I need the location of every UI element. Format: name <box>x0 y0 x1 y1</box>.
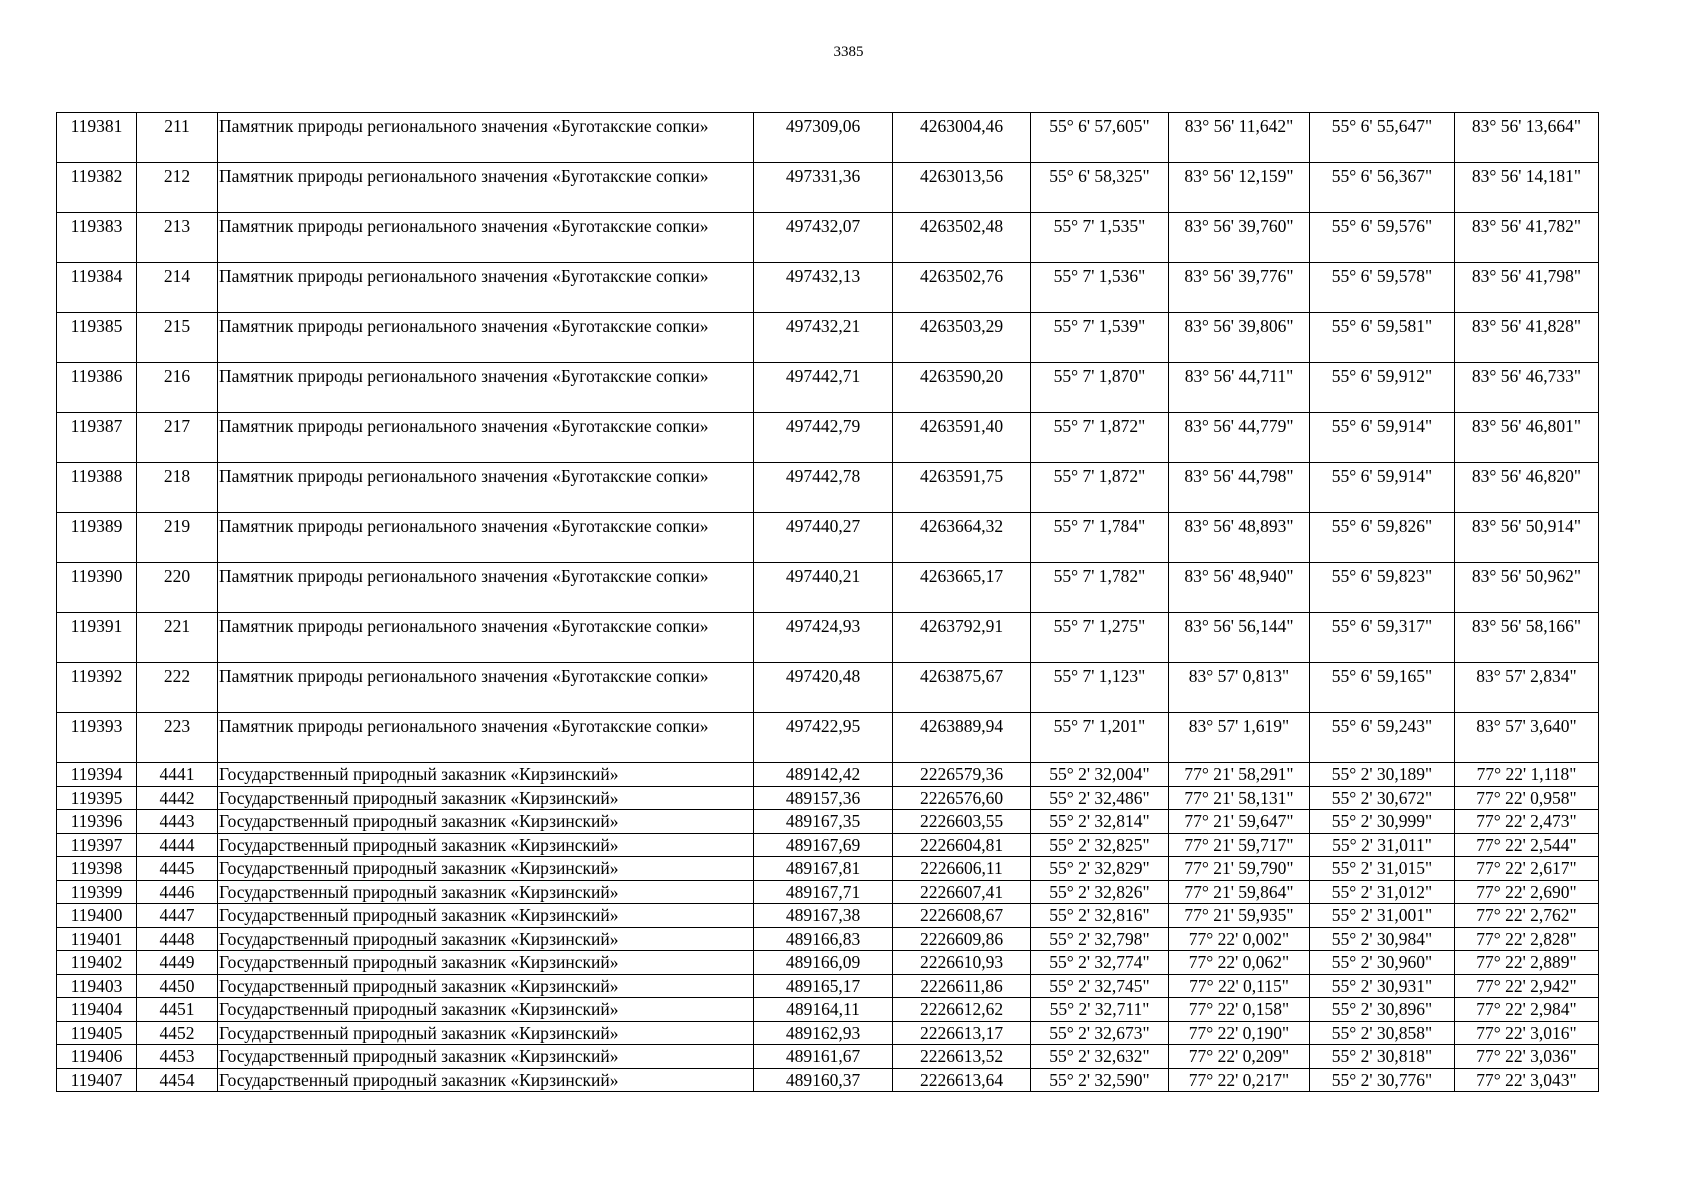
longitude-1-cell: 83° 56' 12,159" <box>1169 163 1310 213</box>
coord-x-cell: 497440,21 <box>754 563 893 613</box>
row-number-cell: 119402 <box>57 951 137 975</box>
table-row <box>57 213 1599 263</box>
table-row <box>57 1021 1599 1045</box>
coord-x-cell: 497422,95 <box>754 713 893 763</box>
latitude-2-cell: 55° 6' 59,826" <box>1310 513 1455 563</box>
table-body <box>57 113 1599 1092</box>
latitude-2-cell: 55° 6' 59,243" <box>1310 713 1455 763</box>
latitude-2-cell: 55° 2' 30,189" <box>1310 763 1455 787</box>
latitude-1-cell: 55° 2' 32,486" <box>1031 786 1169 810</box>
latitude-1-cell: 55° 7' 1,782" <box>1031 563 1169 613</box>
table-row <box>57 313 1599 363</box>
object-name-cell: Государственный природный заказник «Кирзинский» <box>218 1045 754 1069</box>
point-number-cell: 216 <box>137 363 218 413</box>
coord-y-cell: 4263875,67 <box>893 663 1031 713</box>
longitude-2-cell: 77° 22' 2,942" <box>1455 974 1599 998</box>
table-row <box>57 263 1599 313</box>
longitude-2-cell: 83° 56' 41,798" <box>1455 263 1599 313</box>
row-number-cell: 119384 <box>57 263 137 313</box>
coord-x-cell: 489167,81 <box>754 857 893 881</box>
longitude-1-cell: 77° 22' 0,062" <box>1169 951 1310 975</box>
point-number-cell: 213 <box>137 213 218 263</box>
object-name-cell: Памятник природы регионального значения «Буготакские сопки» <box>218 113 754 163</box>
latitude-2-cell: 55° 6' 59,581" <box>1310 313 1455 363</box>
point-number-cell: 222 <box>137 663 218 713</box>
point-number-cell: 4450 <box>137 974 218 998</box>
coord-x-cell: 497442,71 <box>754 363 893 413</box>
table-row <box>57 974 1599 998</box>
table-row <box>57 951 1599 975</box>
object-name-cell: Памятник природы регионального значения «Буготакские сопки» <box>218 513 754 563</box>
longitude-2-cell: 77° 22' 2,762" <box>1455 904 1599 928</box>
latitude-1-cell: 55° 6' 58,325" <box>1031 163 1169 213</box>
point-number-cell: 4453 <box>137 1045 218 1069</box>
coord-x-cell: 489164,11 <box>754 998 893 1022</box>
object-name-cell: Государственный природный заказник «Кирзинский» <box>218 904 754 928</box>
point-number-cell: 4441 <box>137 763 218 787</box>
coord-x-cell: 489157,36 <box>754 786 893 810</box>
point-number-cell: 4449 <box>137 951 218 975</box>
coord-y-cell: 4263889,94 <box>893 713 1031 763</box>
point-number-cell: 4442 <box>137 786 218 810</box>
latitude-1-cell: 55° 2' 32,814" <box>1031 810 1169 834</box>
longitude-1-cell: 83° 56' 48,893" <box>1169 513 1310 563</box>
longitude-1-cell: 83° 57' 0,813" <box>1169 663 1310 713</box>
point-number-cell: 219 <box>137 513 218 563</box>
latitude-1-cell: 55° 2' 32,816" <box>1031 904 1169 928</box>
latitude-2-cell: 55° 6' 59,576" <box>1310 213 1455 263</box>
latitude-1-cell: 55° 7' 1,539" <box>1031 313 1169 363</box>
latitude-2-cell: 55° 6' 59,914" <box>1310 463 1455 513</box>
longitude-1-cell: 83° 56' 39,806" <box>1169 313 1310 363</box>
row-number-cell: 119397 <box>57 833 137 857</box>
object-name-cell: Памятник природы регионального значения «Буготакские сопки» <box>218 213 754 263</box>
latitude-2-cell: 55° 2' 30,999" <box>1310 810 1455 834</box>
longitude-2-cell: 77° 22' 3,036" <box>1455 1045 1599 1069</box>
coord-x-cell: 489161,67 <box>754 1045 893 1069</box>
point-number-cell: 4448 <box>137 927 218 951</box>
latitude-2-cell: 55° 2' 30,818" <box>1310 1045 1455 1069</box>
longitude-1-cell: 83° 56' 11,642" <box>1169 113 1310 163</box>
latitude-2-cell: 55° 6' 59,823" <box>1310 563 1455 613</box>
point-number-cell: 4454 <box>137 1068 218 1092</box>
latitude-1-cell: 55° 2' 32,632" <box>1031 1045 1169 1069</box>
coordinates-table <box>56 112 1599 1092</box>
table-row <box>57 563 1599 613</box>
table-row <box>57 463 1599 513</box>
latitude-1-cell: 55° 2' 32,004" <box>1031 763 1169 787</box>
latitude-2-cell: 55° 2' 30,858" <box>1310 1021 1455 1045</box>
latitude-1-cell: 55° 7' 1,872" <box>1031 413 1169 463</box>
longitude-2-cell: 77° 22' 3,043" <box>1455 1068 1599 1092</box>
coord-y-cell: 4263004,46 <box>893 113 1031 163</box>
table-row <box>57 413 1599 463</box>
row-number-cell: 119381 <box>57 113 137 163</box>
table-row <box>57 810 1599 834</box>
latitude-2-cell: 55° 6' 59,914" <box>1310 413 1455 463</box>
coord-y-cell: 2226613,17 <box>893 1021 1031 1045</box>
coord-y-cell: 2226611,86 <box>893 974 1031 998</box>
longitude-2-cell: 77° 22' 2,544" <box>1455 833 1599 857</box>
latitude-2-cell: 55° 6' 59,165" <box>1310 663 1455 713</box>
row-number-cell: 119382 <box>57 163 137 213</box>
coord-x-cell: 489166,83 <box>754 927 893 951</box>
coord-y-cell: 2226603,55 <box>893 810 1031 834</box>
table-row <box>57 513 1599 563</box>
longitude-2-cell: 77° 22' 2,984" <box>1455 998 1599 1022</box>
object-name-cell: Государственный природный заказник «Кирзинский» <box>218 763 754 787</box>
latitude-1-cell: 55° 7' 1,872" <box>1031 463 1169 513</box>
object-name-cell: Памятник природы регионального значения «Буготакские сопки» <box>218 263 754 313</box>
object-name-cell: Государственный природный заказник «Кирзинский» <box>218 857 754 881</box>
latitude-1-cell: 55° 7' 1,784" <box>1031 513 1169 563</box>
row-number-cell: 119385 <box>57 313 137 363</box>
point-number-cell: 4452 <box>137 1021 218 1045</box>
longitude-2-cell: 77° 22' 2,690" <box>1455 880 1599 904</box>
row-number-cell: 119406 <box>57 1045 137 1069</box>
table-row <box>57 880 1599 904</box>
coord-x-cell: 497432,07 <box>754 213 893 263</box>
longitude-2-cell: 83° 57' 3,640" <box>1455 713 1599 763</box>
table-row <box>57 713 1599 763</box>
longitude-1-cell: 83° 56' 39,760" <box>1169 213 1310 263</box>
longitude-1-cell: 83° 57' 1,619" <box>1169 713 1310 763</box>
table-row <box>57 833 1599 857</box>
coord-y-cell: 4263503,29 <box>893 313 1031 363</box>
coord-y-cell: 2226579,36 <box>893 763 1031 787</box>
latitude-1-cell: 55° 2' 32,673" <box>1031 1021 1169 1045</box>
coord-y-cell: 4263013,56 <box>893 163 1031 213</box>
point-number-cell: 223 <box>137 713 218 763</box>
row-number-cell: 119393 <box>57 713 137 763</box>
longitude-1-cell: 83° 56' 44,798" <box>1169 463 1310 513</box>
latitude-2-cell: 55° 2' 30,776" <box>1310 1068 1455 1092</box>
coord-x-cell: 489167,69 <box>754 833 893 857</box>
row-number-cell: 119396 <box>57 810 137 834</box>
longitude-2-cell: 83° 56' 50,962" <box>1455 563 1599 613</box>
coord-y-cell: 2226610,93 <box>893 951 1031 975</box>
table-row <box>57 663 1599 713</box>
longitude-1-cell: 77° 22' 0,115" <box>1169 974 1310 998</box>
table-row <box>57 113 1599 163</box>
point-number-cell: 4443 <box>137 810 218 834</box>
object-name-cell: Памятник природы регионального значения «Буготакские сопки» <box>218 163 754 213</box>
longitude-2-cell: 77° 22' 2,473" <box>1455 810 1599 834</box>
point-number-cell: 217 <box>137 413 218 463</box>
longitude-2-cell: 77° 22' 0,958" <box>1455 786 1599 810</box>
longitude-1-cell: 83° 56' 44,779" <box>1169 413 1310 463</box>
table-row <box>57 1068 1599 1092</box>
longitude-2-cell: 77° 22' 2,617" <box>1455 857 1599 881</box>
coord-x-cell: 489167,35 <box>754 810 893 834</box>
object-name-cell: Государственный природный заказник «Кирзинский» <box>218 927 754 951</box>
row-number-cell: 119390 <box>57 563 137 613</box>
latitude-2-cell: 55° 2' 30,896" <box>1310 998 1455 1022</box>
coord-x-cell: 497420,48 <box>754 663 893 713</box>
coord-x-cell: 489162,93 <box>754 1021 893 1045</box>
latitude-1-cell: 55° 7' 1,870" <box>1031 363 1169 413</box>
coord-x-cell: 489166,09 <box>754 951 893 975</box>
object-name-cell: Памятник природы регионального значения «Буготакские сопки» <box>218 313 754 363</box>
row-number-cell: 119391 <box>57 613 137 663</box>
object-name-cell: Государственный природный заказник «Кирзинский» <box>218 1021 754 1045</box>
longitude-2-cell: 77° 22' 3,016" <box>1455 1021 1599 1045</box>
coord-x-cell: 497442,78 <box>754 463 893 513</box>
coord-x-cell: 497331,36 <box>754 163 893 213</box>
coord-y-cell: 4263590,20 <box>893 363 1031 413</box>
coord-x-cell: 497432,21 <box>754 313 893 363</box>
longitude-1-cell: 77° 21' 59,647" <box>1169 810 1310 834</box>
latitude-2-cell: 55° 6' 59,578" <box>1310 263 1455 313</box>
latitude-1-cell: 55° 2' 32,711" <box>1031 998 1169 1022</box>
longitude-2-cell: 83° 57' 2,834" <box>1455 663 1599 713</box>
row-number-cell: 119388 <box>57 463 137 513</box>
longitude-1-cell: 77° 22' 0,190" <box>1169 1021 1310 1045</box>
object-name-cell: Памятник природы регионального значения «Буготакские сопки» <box>218 563 754 613</box>
object-name-cell: Государственный природный заказник «Кирзинский» <box>218 951 754 975</box>
longitude-2-cell: 83° 56' 41,828" <box>1455 313 1599 363</box>
object-name-cell: Памятник природы регионального значения «Буготакские сопки» <box>218 613 754 663</box>
latitude-1-cell: 55° 7' 1,201" <box>1031 713 1169 763</box>
point-number-cell: 220 <box>137 563 218 613</box>
longitude-1-cell: 83° 56' 48,940" <box>1169 563 1310 613</box>
longitude-1-cell: 83° 56' 39,776" <box>1169 263 1310 313</box>
object-name-cell: Государственный природный заказник «Кирзинский» <box>218 998 754 1022</box>
point-number-cell: 215 <box>137 313 218 363</box>
latitude-1-cell: 55° 6' 57,605" <box>1031 113 1169 163</box>
coord-y-cell: 2226613,52 <box>893 1045 1031 1069</box>
coord-y-cell: 4263502,48 <box>893 213 1031 263</box>
row-number-cell: 119394 <box>57 763 137 787</box>
object-name-cell: Государственный природный заказник «Кирзинский» <box>218 1068 754 1092</box>
coord-y-cell: 4263591,75 <box>893 463 1031 513</box>
latitude-2-cell: 55° 2' 30,960" <box>1310 951 1455 975</box>
coord-x-cell: 489167,71 <box>754 880 893 904</box>
longitude-2-cell: 83° 56' 14,181" <box>1455 163 1599 213</box>
table-row <box>57 927 1599 951</box>
latitude-2-cell: 55° 6' 59,317" <box>1310 613 1455 663</box>
coord-y-cell: 4263665,17 <box>893 563 1031 613</box>
point-number-cell: 221 <box>137 613 218 663</box>
coord-x-cell: 497442,79 <box>754 413 893 463</box>
latitude-1-cell: 55° 2' 32,798" <box>1031 927 1169 951</box>
point-number-cell: 4447 <box>137 904 218 928</box>
object-name-cell: Государственный природный заказник «Кирзинский» <box>218 880 754 904</box>
latitude-2-cell: 55° 2' 30,672" <box>1310 786 1455 810</box>
coord-y-cell: 2226613,64 <box>893 1068 1031 1092</box>
table-row <box>57 1045 1599 1069</box>
latitude-2-cell: 55° 2' 31,011" <box>1310 833 1455 857</box>
row-number-cell: 119400 <box>57 904 137 928</box>
longitude-1-cell: 77° 21' 58,291" <box>1169 763 1310 787</box>
longitude-1-cell: 77° 22' 0,002" <box>1169 927 1310 951</box>
table-row <box>57 857 1599 881</box>
coord-x-cell: 497440,27 <box>754 513 893 563</box>
latitude-2-cell: 55° 2' 30,984" <box>1310 927 1455 951</box>
latitude-2-cell: 55° 2' 31,012" <box>1310 880 1455 904</box>
latitude-1-cell: 55° 7' 1,536" <box>1031 263 1169 313</box>
latitude-2-cell: 55° 2' 30,931" <box>1310 974 1455 998</box>
coord-x-cell: 489167,38 <box>754 904 893 928</box>
longitude-1-cell: 77° 22' 0,158" <box>1169 998 1310 1022</box>
row-number-cell: 119383 <box>57 213 137 263</box>
latitude-2-cell: 55° 2' 31,015" <box>1310 857 1455 881</box>
coord-y-cell: 4263591,40 <box>893 413 1031 463</box>
point-number-cell: 4445 <box>137 857 218 881</box>
table-row <box>57 904 1599 928</box>
row-number-cell: 119392 <box>57 663 137 713</box>
latitude-1-cell: 55° 7' 1,535" <box>1031 213 1169 263</box>
object-name-cell: Государственный природный заказник «Кирзинский» <box>218 974 754 998</box>
longitude-2-cell: 83° 56' 58,166" <box>1455 613 1599 663</box>
row-number-cell: 119389 <box>57 513 137 563</box>
row-number-cell: 119395 <box>57 786 137 810</box>
coord-x-cell: 489142,42 <box>754 763 893 787</box>
latitude-2-cell: 55° 2' 31,001" <box>1310 904 1455 928</box>
coord-y-cell: 4263502,76 <box>893 263 1031 313</box>
object-name-cell: Памятник природы регионального значения «Буготакские сопки» <box>218 463 754 513</box>
table-row <box>57 613 1599 663</box>
coord-y-cell: 2226609,86 <box>893 927 1031 951</box>
longitude-1-cell: 83° 56' 56,144" <box>1169 613 1310 663</box>
latitude-2-cell: 55° 6' 56,367" <box>1310 163 1455 213</box>
row-number-cell: 119407 <box>57 1068 137 1092</box>
longitude-2-cell: 83° 56' 46,820" <box>1455 463 1599 513</box>
longitude-2-cell: 83° 56' 46,801" <box>1455 413 1599 463</box>
latitude-1-cell: 55° 2' 32,826" <box>1031 880 1169 904</box>
coord-y-cell: 2226604,81 <box>893 833 1031 857</box>
object-name-cell: Государственный природный заказник «Кирзинский» <box>218 786 754 810</box>
longitude-1-cell: 77° 21' 58,131" <box>1169 786 1310 810</box>
latitude-1-cell: 55° 7' 1,275" <box>1031 613 1169 663</box>
row-number-cell: 119405 <box>57 1021 137 1045</box>
coord-y-cell: 2226607,41 <box>893 880 1031 904</box>
row-number-cell: 119387 <box>57 413 137 463</box>
latitude-1-cell: 55° 2' 32,774" <box>1031 951 1169 975</box>
object-name-cell: Памятник природы регионального значения «Буготакские сопки» <box>218 713 754 763</box>
row-number-cell: 119398 <box>57 857 137 881</box>
longitude-2-cell: 77° 22' 2,828" <box>1455 927 1599 951</box>
point-number-cell: 4446 <box>137 880 218 904</box>
table-row <box>57 363 1599 413</box>
point-number-cell: 211 <box>137 113 218 163</box>
latitude-1-cell: 55° 7' 1,123" <box>1031 663 1169 713</box>
longitude-1-cell: 77° 21' 59,935" <box>1169 904 1310 928</box>
coord-x-cell: 497432,13 <box>754 263 893 313</box>
object-name-cell: Государственный природный заказник «Кирзинский» <box>218 810 754 834</box>
longitude-2-cell: 83° 56' 41,782" <box>1455 213 1599 263</box>
coord-y-cell: 2226606,11 <box>893 857 1031 881</box>
point-number-cell: 214 <box>137 263 218 313</box>
latitude-1-cell: 55° 2' 32,745" <box>1031 974 1169 998</box>
coord-y-cell: 4263792,91 <box>893 613 1031 663</box>
row-number-cell: 119386 <box>57 363 137 413</box>
coord-y-cell: 2226612,62 <box>893 998 1031 1022</box>
coord-x-cell: 489160,37 <box>754 1068 893 1092</box>
table-row <box>57 163 1599 213</box>
row-number-cell: 119404 <box>57 998 137 1022</box>
longitude-1-cell: 77° 21' 59,790" <box>1169 857 1310 881</box>
latitude-2-cell: 55° 6' 59,912" <box>1310 363 1455 413</box>
coord-y-cell: 4263664,32 <box>893 513 1031 563</box>
longitude-2-cell: 77° 22' 2,889" <box>1455 951 1599 975</box>
latitude-1-cell: 55° 2' 32,829" <box>1031 857 1169 881</box>
point-number-cell: 212 <box>137 163 218 213</box>
object-name-cell: Памятник природы регионального значения «Буготакские сопки» <box>218 663 754 713</box>
point-number-cell: 4444 <box>137 833 218 857</box>
object-name-cell: Памятник природы регионального значения «Буготакские сопки» <box>218 413 754 463</box>
longitude-1-cell: 77° 22' 0,217" <box>1169 1068 1310 1092</box>
page-number: 3385 <box>833 44 864 60</box>
row-number-cell: 119403 <box>57 974 137 998</box>
latitude-1-cell: 55° 2' 32,590" <box>1031 1068 1169 1092</box>
longitude-1-cell: 83° 56' 44,711" <box>1169 363 1310 413</box>
longitude-2-cell: 83° 56' 46,733" <box>1455 363 1599 413</box>
object-name-cell: Памятник природы регионального значения «Буготакские сопки» <box>218 363 754 413</box>
coord-x-cell: 489165,17 <box>754 974 893 998</box>
row-number-cell: 119401 <box>57 927 137 951</box>
table-row <box>57 786 1599 810</box>
coord-x-cell: 497424,93 <box>754 613 893 663</box>
object-name-cell: Государственный природный заказник «Кирзинский» <box>218 833 754 857</box>
latitude-2-cell: 55° 6' 55,647" <box>1310 113 1455 163</box>
point-number-cell: 4451 <box>137 998 218 1022</box>
row-number-cell: 119399 <box>57 880 137 904</box>
coord-y-cell: 2226608,67 <box>893 904 1031 928</box>
longitude-1-cell: 77° 22' 0,209" <box>1169 1045 1310 1069</box>
longitude-1-cell: 77° 21' 59,864" <box>1169 880 1310 904</box>
longitude-1-cell: 77° 21' 59,717" <box>1169 833 1310 857</box>
table-row <box>57 763 1599 787</box>
longitude-2-cell: 83° 56' 13,664" <box>1455 113 1599 163</box>
table-row <box>57 998 1599 1022</box>
coord-y-cell: 2226576,60 <box>893 786 1031 810</box>
point-number-cell: 218 <box>137 463 218 513</box>
coord-x-cell: 497309,06 <box>754 113 893 163</box>
longitude-2-cell: 77° 22' 1,118" <box>1455 763 1599 787</box>
longitude-2-cell: 83° 56' 50,914" <box>1455 513 1599 563</box>
latitude-1-cell: 55° 2' 32,825" <box>1031 833 1169 857</box>
